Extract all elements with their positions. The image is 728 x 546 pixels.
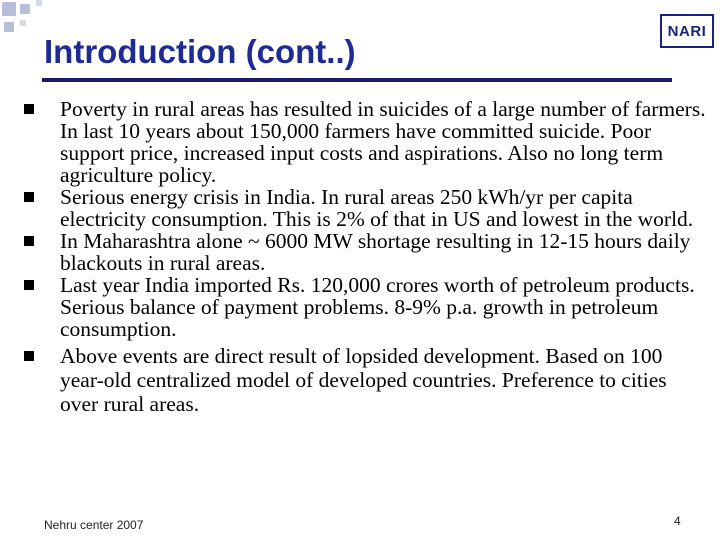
footer-text: Nehru center 2007 (44, 518, 144, 532)
bullet-item (0, 98, 728, 186)
bullet-item (0, 230, 728, 274)
square-bullet-icon (24, 236, 34, 246)
slide-title: Introduction (cont..) (44, 33, 356, 70)
bullet-text: Last year India imported Rs. 120,000 crores worth of petroleum products. Serious balance of payment problems. 8-9% p.a. growth in petroleum consumption. (60, 273, 695, 341)
square-bullet-icon (24, 192, 34, 202)
page-number: 4 (674, 514, 681, 528)
title-underline (42, 78, 672, 82)
bullet-text: Serious energy crisis in India. In rural areas 250 kWh/yr per capita electricity consumption. This is 2% of that in US and lowest in the world. (60, 185, 694, 231)
bullet-item (0, 274, 728, 340)
bullet-text: Poverty in rural areas has resulted in suicides of a large number of farmers. In last 10 years about 150,000 farmers have committed suicide. Poor support price, increased input costs and aspirations. Also no long term agriculture policy. (60, 97, 706, 187)
bullet-list (0, 98, 728, 416)
bullet-text: Above events are direct result of lopsided development. Based on 100 year-old centralized model of developed countries. Preference to cities over rural areas. (60, 344, 667, 416)
bullet-item (0, 344, 728, 416)
bullet-item (0, 186, 728, 230)
nari-logo: NARI (660, 14, 714, 48)
bullet-text: In Maharashtra alone ~ 6000 MW shortage resulting in 12-15 hours daily blackouts in rural areas. (60, 229, 691, 275)
square-bullet-icon (24, 104, 34, 114)
square-bullet-icon (24, 280, 34, 290)
square-bullet-icon (24, 351, 34, 361)
